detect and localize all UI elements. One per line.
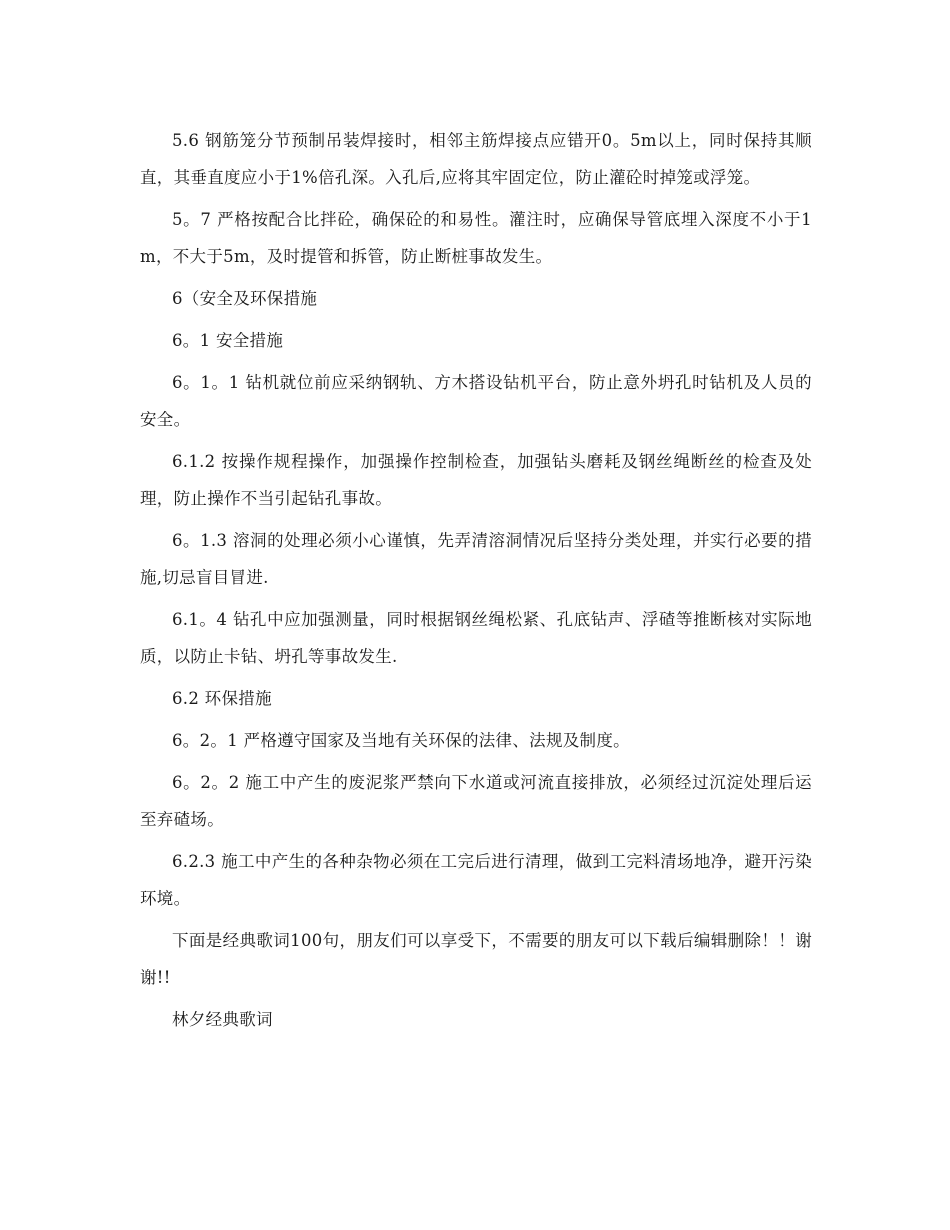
- paragraph-6-1-4: 6.1。4 钻孔中应加强测量，同时根据钢丝绳松紧、孔底钻声、浮碴等推断核对实际地质，以防止卡钻、坍孔等事故发生.: [140, 610, 812, 666]
- lyrics-heading: 林夕经典歌词: [172, 1010, 273, 1029]
- paragraph-6-2-3: 6.2.3 施工中产生的各种杂物必须在工完后进行清理，做到工完料清场地净，避开污染环境。: [140, 852, 812, 908]
- section-heading-6-2: 6.2 环保措施: [172, 689, 272, 708]
- paragraph-lyrics-intro: 下面是经典歌词100句，朋友们可以享受下，不需要的朋友可以下载后编辑删除！！谢谢!!: [140, 931, 812, 987]
- section-heading-6: 6（安全及环保措施: [172, 289, 318, 308]
- paragraph-5-7: 5。7 严格按配合比拌砼，确保砼的和易性。灌注时，应确保导管底埋入深度不小于1m，不大于5m，及时提管和拆管，防止断桩事故发生。: [140, 210, 812, 266]
- paragraph-6-1-2: 6.1.2 按操作规程操作，加强操作控制检查，加强钻头磨耗及钢丝绳断丝的检查及处理，防止操作不当引起钻孔事故。: [140, 452, 812, 508]
- paragraph-6-1-1: 6。1。1 钻机就位前应采纳钢轨、方木搭设钻机平台，防止意外坍孔时钻机及人员的安全。: [140, 373, 812, 429]
- paragraph-6-1-3: 6。1.3 溶洞的处理必须小心谨慎，先弄清溶洞情况后坚持分类处理，并实行必要的措施,切忌盲目冒进.: [140, 531, 812, 587]
- paragraph-5-6: 5.6 钢筋笼分节预制吊装焊接时，相邻主筋焊接点应错开0。5m以上，同时保持其顺直，其垂直度应小于1%倍孔深。入孔后,应将其牢固定位，防止灌砼时掉笼或浮笼。: [140, 131, 812, 187]
- section-heading-6-1: 6。1 安全措施: [172, 331, 284, 350]
- paragraph-6-2-2: 6。2。2 施工中产生的废泥浆严禁向下水道或河流直接排放，必须经过沉淀处理后运至弃碴场。: [140, 773, 812, 829]
- paragraph-6-2-1: 6。2。1 严格遵守国家及当地有关环保的法律、法规及制度。: [172, 731, 630, 750]
- document-body: [140, 122, 812, 1043]
